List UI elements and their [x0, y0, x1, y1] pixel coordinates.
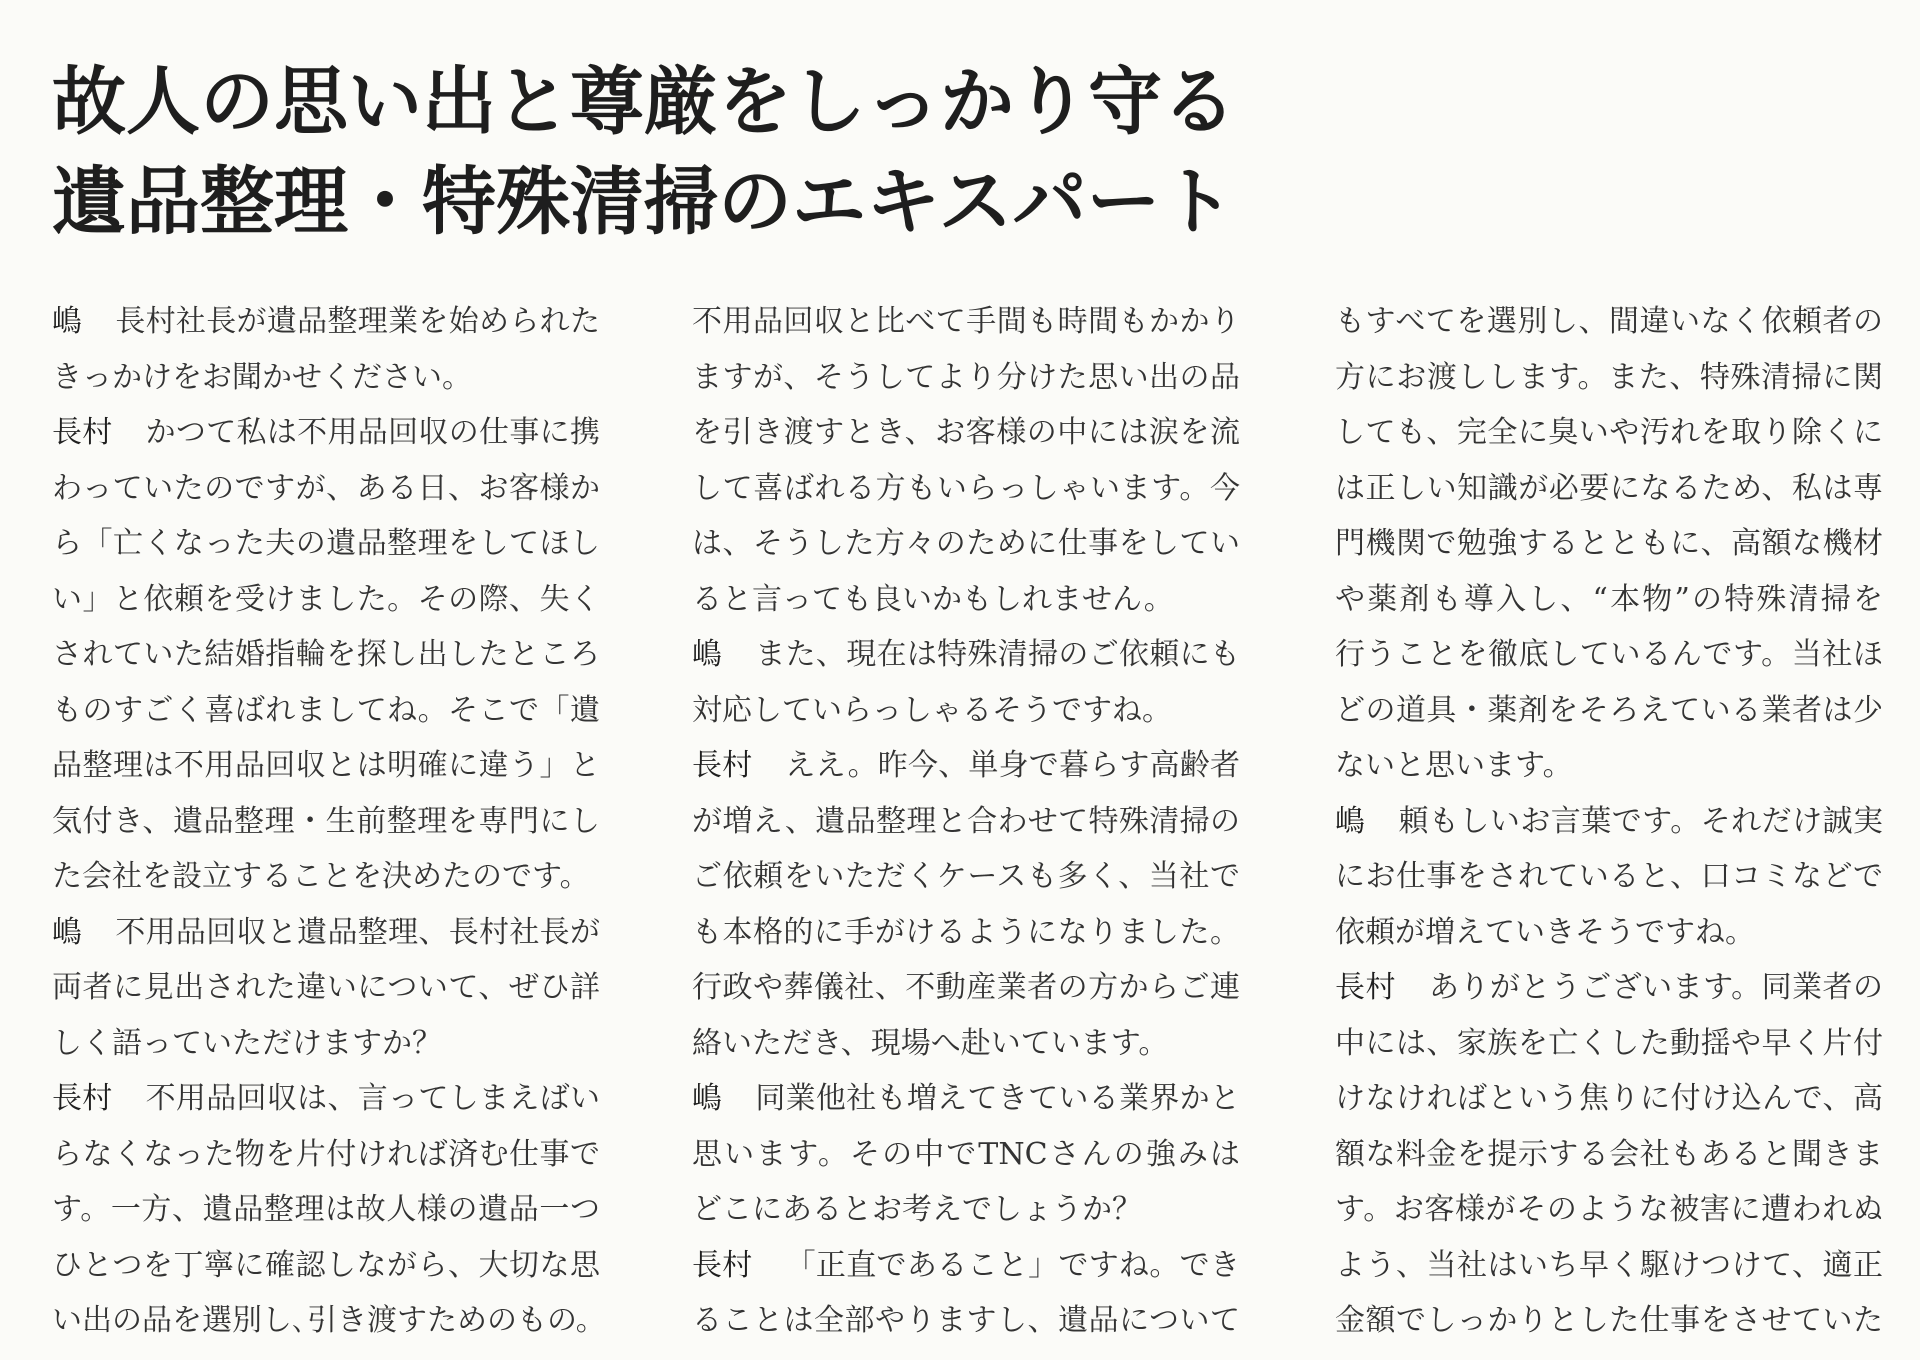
text-line: [52, 1016, 600, 1072]
text-line: [52, 405, 600, 461]
text-line: [1335, 350, 1883, 406]
text-line: [1335, 405, 1883, 461]
line-text: ひとつを丁寧に確認しながら、大切な思: [52, 1247, 600, 1283]
line-text: 不用品回収と比べて手間も時間もかかり: [692, 304, 1240, 339]
text-line: [1335, 1182, 1883, 1238]
line-text: ると言っても良いかもしれません。: [692, 581, 1174, 617]
text-line: [1335, 294, 1883, 350]
article-headline: [52, 52, 1236, 252]
text-line: [692, 405, 1240, 461]
line-text: ることは全部やりますし、遺品について: [692, 1303, 1240, 1338]
line-text: 気付き、遺品整理・生前整理を専門にし: [52, 803, 600, 839]
text-line: [1335, 1016, 1883, 1072]
headline-line-1: 故人の思い出と尊厳をしっかり守る: [52, 59, 1236, 145]
text-line: [692, 905, 1240, 961]
text-line: [52, 960, 600, 1016]
speaker-label: 長村: [52, 415, 113, 450]
line-text: た会社を設立することを決めたのです。: [52, 859, 590, 894]
text-line: [692, 1016, 1240, 1072]
text-line: [52, 1238, 600, 1294]
text-line: [1335, 516, 1883, 572]
line-text: また、現在は特殊清掃のご依頼にも: [755, 637, 1240, 672]
line-text: や薬剤も導入し、“本物”の特殊清掃を: [1335, 581, 1883, 617]
line-text: 頼もしいお言葉です。それだけ誠実: [1398, 803, 1883, 839]
line-text: 方にお渡しします。また、特殊清掃に関: [1335, 359, 1883, 395]
text-line: [52, 1293, 606, 1349]
text-line: [52, 849, 600, 905]
text-line: [692, 1127, 1240, 1183]
text-line: [692, 960, 1240, 1016]
line-text: 思います。その中でTNCさんの強みは: [692, 1136, 1240, 1172]
text-line: [692, 738, 1240, 794]
text-line: [1335, 1127, 1883, 1183]
line-text: 不用品回収は、言ってしまえばい: [145, 1081, 600, 1116]
text-line: [1335, 1238, 1883, 1294]
line-text: らなくなった物を片付ければ済む仕事で: [52, 1136, 600, 1172]
text-line: [692, 794, 1240, 850]
text-line: [52, 738, 600, 794]
text-line: [1335, 683, 1883, 739]
speaker-label: 嶋: [52, 304, 83, 339]
text-line: [52, 683, 600, 739]
line-text: にお仕事をされていると、口コミなどで: [1335, 859, 1883, 894]
line-text: す。一方、遺品整理は故人様の遺品一つ: [52, 1192, 600, 1227]
line-text: 行政や葬儀社、不動産業者の方からご連: [692, 970, 1240, 1005]
text-line: [692, 516, 1240, 572]
line-text: ないと思います。: [1335, 748, 1573, 783]
headline-line-2: 遺品整理・特殊清掃のエキスパート: [52, 159, 1235, 245]
line-text: ものすごく喜ばれましてね。そこで「遺: [52, 692, 600, 728]
line-text: されていた結婚指輪を探し出したところ: [52, 637, 600, 672]
text-line: [1335, 738, 1883, 794]
text-line: [692, 572, 1240, 628]
text-line: [1335, 849, 1883, 905]
text-line: [52, 516, 600, 572]
line-text: かつて私は不用品回収の仕事に携: [145, 415, 600, 450]
line-text: どの道具・薬剤をそろえている業者は少: [1335, 692, 1883, 728]
line-text: 不用品回収と遺品整理、長村社長が: [115, 914, 600, 950]
text-line: [692, 849, 1240, 905]
line-text: 長村社長が遺品整理業を始められた: [115, 304, 600, 339]
text-line: [692, 1238, 1240, 1294]
line-text: けなければという焦りに付け込んで、高: [1335, 1081, 1883, 1116]
line-text: も本格的に手がけるようになりました。: [692, 914, 1240, 950]
speaker-label: 長村: [692, 1247, 753, 1283]
line-text: もすべてを選別し、間違いなく依頼者の: [1335, 304, 1883, 339]
text-line: [692, 350, 1240, 406]
text-line: [692, 294, 1240, 350]
line-text: 「正直であること」ですね。でき: [785, 1247, 1240, 1283]
speaker-label: 長村: [692, 748, 753, 783]
line-text: は、そうした方々のために仕事をしてい: [692, 526, 1240, 561]
text-line: [692, 627, 1240, 683]
line-text: 依頼が増えていきそうですね。: [1335, 914, 1755, 950]
line-text: を引き渡すとき、お客様の中には涙を流: [692, 415, 1240, 450]
text-line: [52, 1182, 600, 1238]
text-line: [692, 1071, 1240, 1127]
text-line: [52, 350, 600, 406]
line-text: きっかけをお聞かせください。: [52, 359, 472, 395]
text-line: [52, 794, 600, 850]
speaker-label: 嶋: [52, 914, 83, 950]
interview-column-3: [1335, 294, 1883, 1349]
line-text: は正しい知識が必要になるため、私は専: [1335, 470, 1883, 506]
speaker-label: 長村: [1335, 970, 1396, 1005]
line-text: しても、完全に臭いや汚れを取り除くに: [1335, 415, 1883, 450]
line-text: して喜ばれる方もいらっしゃいます。今: [692, 470, 1240, 506]
speaker-label: 長村: [52, 1081, 113, 1116]
text-line: [692, 683, 1240, 739]
speaker-label: 嶋: [692, 637, 723, 672]
interview-column-1: [52, 294, 606, 1349]
text-line: [1335, 1293, 1883, 1349]
line-text: ますが、そうしてより分けた思い出の品: [692, 359, 1240, 395]
text-line: [52, 1071, 600, 1127]
line-text: 絡いただき、現場へ赴いています。: [692, 1025, 1169, 1061]
text-line: [692, 1293, 1240, 1349]
line-text: ええ。昨今、単身で暮らす高齢者: [785, 748, 1240, 783]
line-text: ご依頼をいただくケースも多く、当社で: [692, 859, 1240, 894]
text-line: [1335, 794, 1883, 850]
line-text: ら「亡くなった夫の遺品整理をしてほし: [52, 526, 600, 561]
text-line: [1335, 960, 1883, 1016]
line-text: しく語っていただけますか？: [52, 1025, 442, 1061]
line-text: す。お客様がそのような被害に遭われぬ: [1335, 1192, 1883, 1227]
interview-column-2: [692, 294, 1240, 1349]
text-line: [692, 1182, 1240, 1238]
text-line: [1335, 1071, 1883, 1127]
line-text: よう、当社はいち早く駆けつけて、適正: [1335, 1247, 1883, 1283]
text-line: [1335, 627, 1883, 683]
text-line: [52, 572, 600, 628]
line-text: い出の品を選別し､引き渡すためのもの。: [52, 1303, 606, 1338]
line-text: が増え、遺品整理と合わせて特殊清掃の: [692, 803, 1240, 839]
text-line: [52, 905, 600, 961]
line-text: 品整理は不用品回収とは明確に違う」と: [52, 748, 600, 783]
line-text: 中には、家族を亡くした動揺や早く片付: [1335, 1025, 1883, 1061]
text-line: [692, 461, 1240, 517]
text-line: [1335, 572, 1883, 628]
speaker-label: 嶋: [692, 1081, 723, 1116]
line-text: 同業他社も増えてきている業界かと: [755, 1081, 1240, 1116]
line-text: い」と依頼を受けました。その際、失く: [52, 581, 600, 617]
line-text: 門機関で勉強するとともに、高額な機材: [1335, 526, 1883, 561]
line-text: 両者に見出された違いについて、ぜひ詳: [52, 970, 600, 1005]
speaker-label: 嶋: [1335, 803, 1366, 839]
text-line: [1335, 905, 1883, 961]
line-text: 額な料金を提示する会社もあると聞きま: [1335, 1136, 1883, 1172]
line-text: ありがとうございます。同業者の: [1428, 970, 1884, 1005]
line-text: 行うことを徹底しているんです。当社ほ: [1335, 637, 1883, 672]
text-line: [52, 461, 600, 517]
line-text: 対応していらっしゃるそうですね。: [692, 692, 1172, 728]
text-line: [52, 627, 600, 683]
text-line: [52, 1127, 600, 1183]
line-text: わっていたのですが、ある日、お客様か: [52, 470, 600, 506]
text-line: [1335, 461, 1883, 517]
line-text: 金額でしっかりとした仕事をさせていた: [1335, 1303, 1883, 1338]
text-line: [52, 294, 600, 350]
line-text: どこにあるとお考えでしょうか？: [692, 1192, 1142, 1227]
